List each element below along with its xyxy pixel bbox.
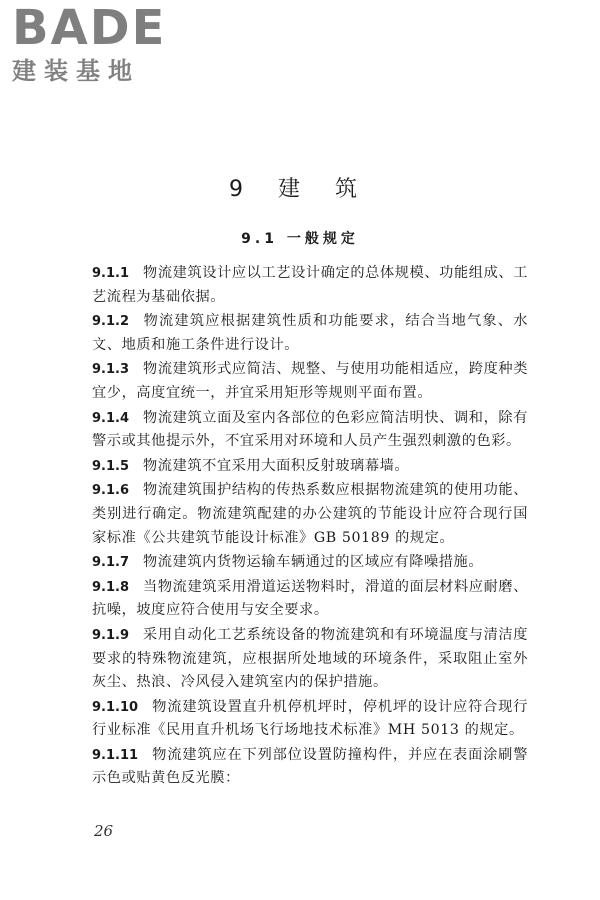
clause-text: 物流建筑设计应以工艺设计确定的总体规模、功能组成、工艺流程为基础依据。: [92, 265, 528, 305]
chapter-title: 9 建 筑: [229, 177, 371, 202]
clause-text: 物流建筑设置直升机停机坪时，停机坪的设计应符合现行行业标准《民用直升机场飞行场地技术标准》MH 5013 的规定。: [92, 698, 528, 739]
brand-logo: [12, 0, 182, 85]
clause-number: 9.1.4: [92, 410, 130, 426]
section-title: 9.1 一般规定: [241, 231, 359, 247]
clause-9-1-6: [92, 479, 528, 550]
clause-text: 采用自动化工艺系统设备的物流建筑和有环境温度与清洁度要求的特殊物流建筑，应根据所处地域的环境条件，采取阻止室外灰尘、热浪、冷风侵入建筑室内的保护措施。: [92, 626, 528, 691]
clause-number: 9.1.8: [92, 579, 130, 595]
clause-number: 9.1.7: [92, 555, 130, 571]
clause-9-1-5: [92, 455, 528, 479]
clause-number: 9.1.3: [92, 362, 130, 378]
clause-9-1-4: [92, 407, 528, 454]
clause-text: 物流建筑立面及室内各部位的色彩应简洁明快、调和，除有警示或其他提示外，不宜采用对环境和人员产生强烈刺激的色彩。: [92, 409, 528, 450]
clause-list: [92, 262, 528, 792]
clause-9-1-3: [92, 358, 528, 405]
clause-9-1-7: [92, 551, 528, 575]
clause-text: 物流建筑内货物运输车辆通过的区域应有降噪措施。: [143, 554, 484, 571]
clause-number: 9.1.5: [92, 458, 130, 474]
clause-number: 9.1.2: [92, 314, 130, 330]
logo-brand-text: BADE: [12, 0, 167, 56]
clause-text: 物流建筑形式应简洁、规整、与使用功能相适应，跨度种类宜少，高度宜统一，并宜采用矩形等规则平面布置。: [92, 361, 528, 401]
clause-number: 9.1.6: [92, 483, 130, 499]
logo-subtitle: 建装基地: [12, 57, 140, 85]
clause-text: 当物流建筑采用滑道运送物料时，滑道的面层材料应耐磨、抗噪，坡度应符合使用与安全要求。: [92, 578, 528, 619]
clause-text: 物流建筑应在下列部位设置防撞构件，并应在表面涂刷警示色或贴黄色反光膜：: [92, 746, 528, 787]
clause-9-1-1: [92, 262, 528, 309]
clause-text: 物流建筑不宜采用大面积反射玻璃幕墙。: [143, 457, 410, 474]
clause-number: 9.1.10: [92, 699, 139, 715]
clause-9-1-10: [92, 696, 528, 743]
clause-number: 9.1.11: [92, 747, 139, 763]
clause-9-1-11: [92, 744, 528, 791]
clause-9-1-8: [92, 576, 528, 623]
clause-9-1-9: [92, 624, 528, 695]
clause-text: 物流建筑围护结构的传热系数应根据物流建筑的使用功能、类别进行确定。物流建筑配建的办公建筑的节能设计应符合现行国家标准《公共建筑节能设计标准》GB 50189 的规定。: [92, 482, 528, 546]
clause-number: 9.1.9: [92, 627, 130, 643]
clause-9-1-2: [92, 310, 528, 357]
page-number: 26: [94, 822, 114, 840]
clause-text: 物流建筑应根据建筑性质和功能要求，结合当地气象、水文、地质和施工条件进行设计。: [92, 313, 528, 353]
clause-number: 9.1.1: [92, 266, 130, 281]
